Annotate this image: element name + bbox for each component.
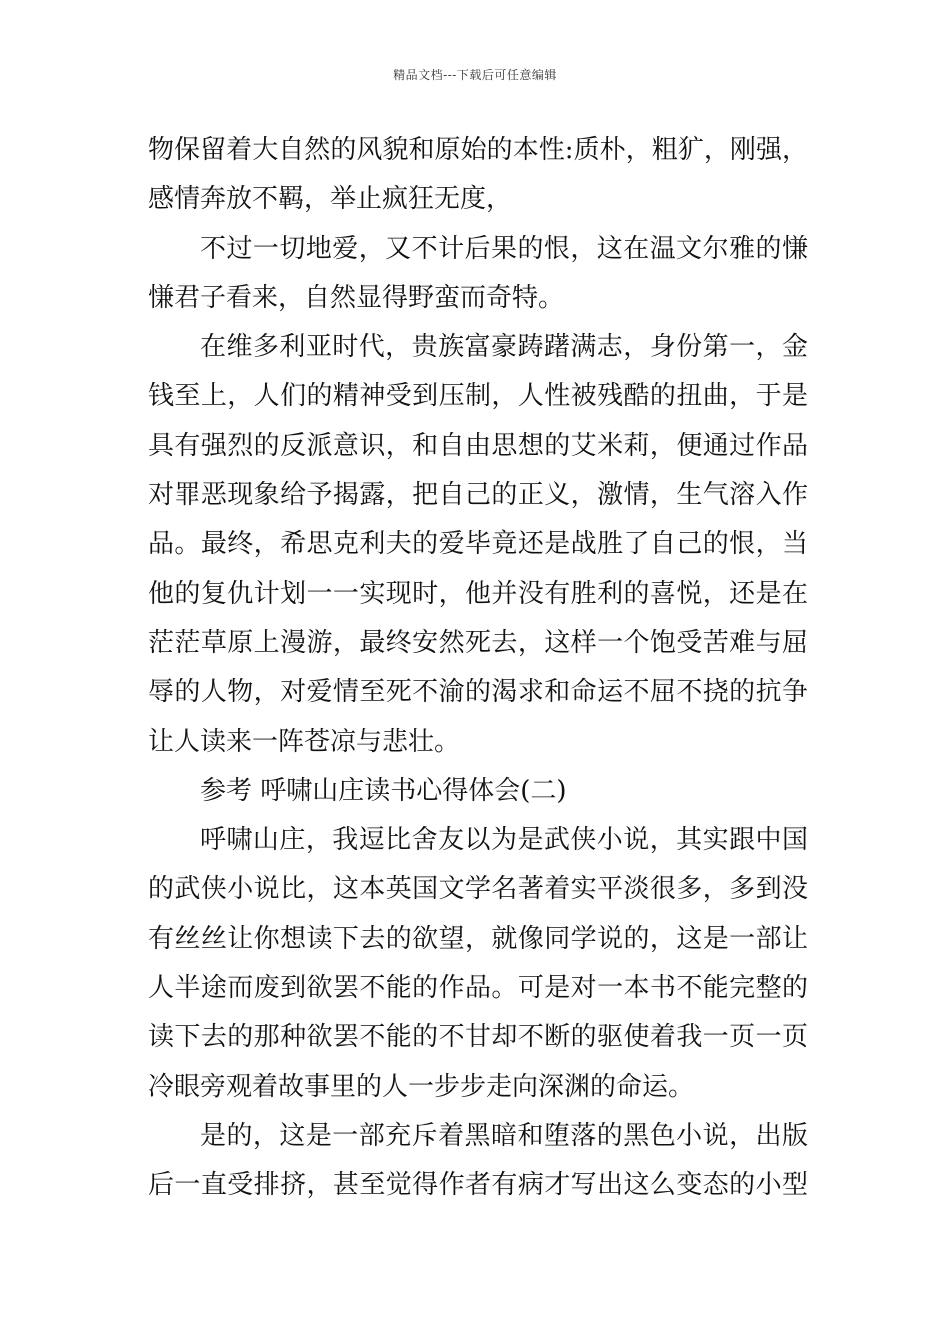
text-line: 的武侠小说比，这本英国文学名著着实平淡很多，多到没: [148, 874, 808, 905]
text-line: 冷眼旁观着故事里的人一步步走向深渊的命运。: [148, 1071, 695, 1102]
text-line: 呼啸山庄，我逗比舍友以为是武侠小说，其实跟中国: [200, 825, 808, 856]
text-line: 慊君子看来，自然显得野蛮而奇特。: [148, 282, 565, 313]
text-line: 是的，这是一部充斥着黑暗和堕落的黑色小说，出版: [200, 1120, 808, 1151]
text-line: 品。最终，希思克利夫的爱毕竟还是战胜了自己的恨，当: [148, 529, 808, 560]
text-line: 人半途而废到欲罢不能的作品。可是对一本书不能完整的: [148, 973, 808, 1004]
text-line: 辱的人物，对爱情至死不渝的渴求和命运不屈不挠的抗争: [148, 677, 808, 708]
text-line: 钱至上，人们的精神受到压制，人性被残酷的扭曲，于是: [148, 381, 808, 412]
text-line: 在维多利亚时代，贵族富豪踌躇满志，身份第一，金: [200, 332, 808, 363]
text-line: 让人读来一阵苍凉与悲壮。: [148, 726, 461, 757]
text-line: 不过一切地爱，又不计后果的恨，这在温文尔雅的慊: [200, 233, 808, 264]
text-line: 茫茫草原上漫游，最终安然死去，这样一个饱受苦难与屈: [148, 627, 808, 658]
text-line: 读下去的那种欲罢不能的不甘却不断的驱使着我一页一页: [148, 1022, 808, 1053]
text-line: 具有强烈的反派意识，和自由思想的艾米莉，便通过作品: [148, 430, 808, 461]
text-line: 物保留着大自然的风貌和原始的本性:质朴，粗犷，刚强，: [148, 135, 808, 165]
text-line: 对罪恶现象给予揭露，把自己的正义，激情，生气溶入作: [148, 480, 808, 511]
document-body: [148, 126, 808, 1211]
page-header: 精品文档---下载后可任意编辑: [393, 68, 557, 82]
text-line: 感情奔放不羁，举止疯狂无度，: [148, 184, 513, 215]
section-heading: 参考 呼啸山庄读书心得体会(二): [200, 775, 567, 806]
text-line: 有丝丝让你想读下去的欲望，就像同学说的，这是一部让: [148, 923, 808, 954]
text-line: 他的复仇计划一一实现时，他并没有胜利的喜悦，还是在: [148, 578, 808, 609]
text-line: 后一直受排挤，甚至觉得作者有病才写出这么变态的小型: [148, 1170, 808, 1201]
